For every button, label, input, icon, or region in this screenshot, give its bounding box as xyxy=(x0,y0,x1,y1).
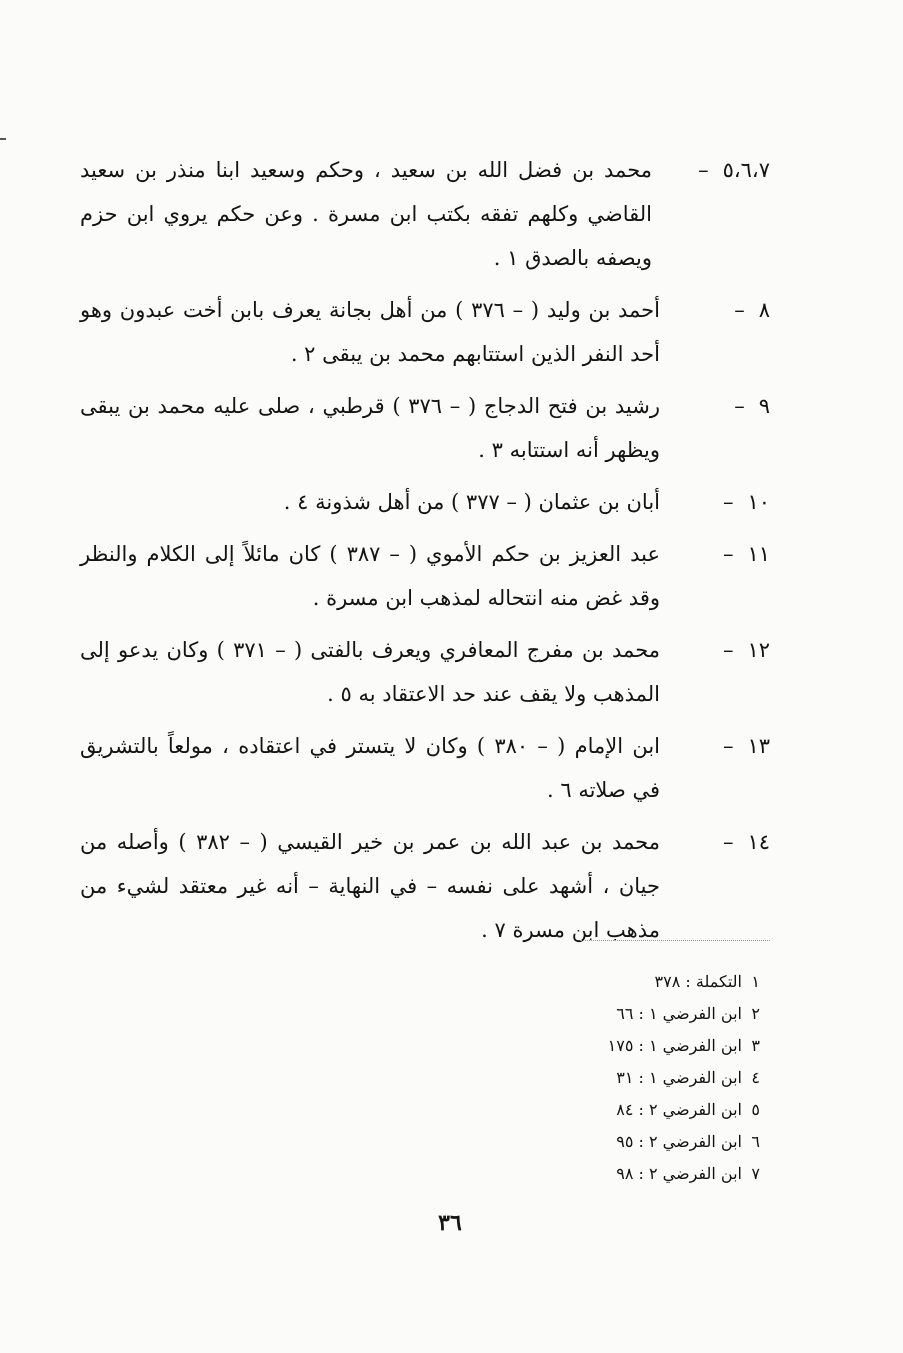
footnote: ٧ابن الفرضي ٢ : ٩٨ xyxy=(616,1164,760,1183)
entry xyxy=(80,480,770,524)
entry-number: ١٢– xyxy=(722,638,770,662)
entry-number: ٥،٦،٧– xyxy=(698,158,770,182)
entry-number: ٩– xyxy=(734,394,770,418)
footnote-separator xyxy=(580,940,770,941)
entry xyxy=(80,820,770,952)
entry xyxy=(80,532,770,620)
footnote: ١التكملة : ٣٧٨ xyxy=(654,972,760,991)
entry-text: أحمد بن وليد ( – ٣٧٦ ) من أهل بجانة يعرف بابن أخت عبدون وهو أحد النفر الذين استتابهم محمد بن يبقى ٢ . xyxy=(80,298,660,366)
entry-text: محمد بن فضل الله بن سعيد ، وحكم وسعيد ابنا منذر بن سعيد القاضي وكلهم تفقه بكتب ابن مسرة . وعن حكم يروي ابن حزم ويصفه بالصدق ١ . xyxy=(80,158,652,270)
entry-number: ١٤– xyxy=(722,830,770,854)
entry-text: رشيد بن فتح الدجاج ( – ٣٧٦ ) قرطبي ، صلى عليه محمد بن يبقى ويظهر أنه استتابه ٣ . xyxy=(80,394,660,462)
entry xyxy=(80,724,770,812)
entry-number: ١١– xyxy=(722,542,770,566)
page-number: ٣٦ xyxy=(438,1210,462,1236)
entry xyxy=(80,148,770,280)
entry-text: محمد بن عبد الله بن عمر بن خير القيسي ( – ٣٨٢ ) وأصله من جيان ، أشهد على نفسه – في النهاية – أنه غير معتقد لشيء من مذهب ابن مسرة ٧ . xyxy=(80,830,660,942)
entry xyxy=(80,628,770,716)
entry-text: أبان بن عثمان ( – ٣٧٧ ) من أهل شذونة ٤ . xyxy=(283,490,660,514)
footnote: ٢ابن الفرضي ١ : ٦٦ xyxy=(616,1004,760,1023)
entry-text: محمد بن مفرج المعافري ويعرف بالفتى ( – ٣٧١ ) وكان يدعو إلى المذهب ولا يقف عند حد الاعتقاد به ٥ . xyxy=(80,638,660,706)
entry-number: ٨– xyxy=(734,298,770,322)
entry-text: ابن الإمام ( – ٣٨٠ ) وكان لا يتستر في اعتقاده ، مولعاً بالتشريق في صلاته ٦ . xyxy=(80,734,660,802)
footnote: ٦ابن الفرضي ٢ : ٩٥ xyxy=(616,1132,760,1151)
footnote: ٤ابن الفرضي ١ : ٣١ xyxy=(616,1068,760,1087)
footnote: ٣ابن الفرضي ١ : ١٧٥ xyxy=(607,1036,760,1055)
footnotes xyxy=(520,966,760,1190)
entries-list xyxy=(80,148,770,960)
entry-number: ١٣– xyxy=(722,734,770,758)
margin-mark xyxy=(0,138,6,140)
entry xyxy=(80,288,770,376)
footnote: ٥ابن الفرضي ٢ : ٨٤ xyxy=(616,1100,760,1119)
entry xyxy=(80,384,770,472)
entry-text: عبد العزيز بن حكم الأموي ( – ٣٨٧ ) كان مائلاً إلى الكلام والنظر وقد غض منه انتحاله لمذهب ابن مسرة . xyxy=(80,542,660,610)
entry-number: ١٠– xyxy=(722,490,770,514)
